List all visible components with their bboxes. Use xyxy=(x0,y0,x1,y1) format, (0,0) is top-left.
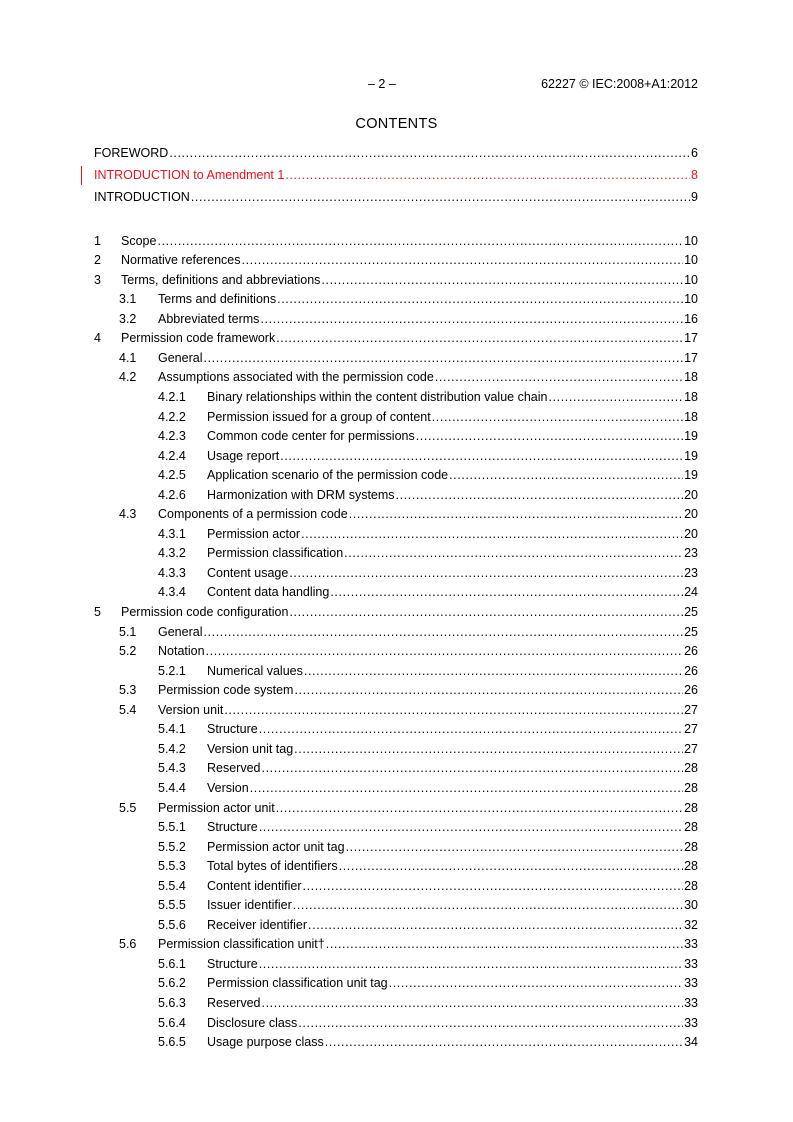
toc-entry-page: 33 xyxy=(684,996,698,1010)
dot-leader xyxy=(191,189,690,206)
toc-entry-page: 28 xyxy=(684,839,698,854)
toc-entry-number: 5.5.2 xyxy=(158,839,186,854)
toc-entry-page: 18 xyxy=(684,409,698,424)
toc-entry-number: 5.6.2 xyxy=(158,976,186,991)
toc-entry-title: Content usage xyxy=(207,565,289,580)
toc-entry[interactable] xyxy=(94,917,698,934)
toc-entry-number: 3 xyxy=(94,272,101,287)
dot-leader xyxy=(276,800,683,817)
toc-entry-title: Permission classification unit† xyxy=(158,937,325,952)
toc-entry-number: 1 xyxy=(94,233,101,248)
toc-entry-page: 10 xyxy=(684,292,698,307)
toc-entry-title: Version xyxy=(207,780,249,795)
toc-entry[interactable] xyxy=(94,145,698,162)
toc-entry-page: 18 xyxy=(684,370,698,385)
toc-entry-number: 4.1 xyxy=(119,350,137,365)
toc-entry-title: Structure xyxy=(207,820,258,835)
toc-entry[interactable] xyxy=(94,780,698,797)
toc-entry-page: 23 xyxy=(684,546,698,561)
toc-entry-title: Binary relationships within the content distribution value chain xyxy=(207,389,548,404)
toc-entry-title: Permission issued for a group of content xyxy=(207,409,431,424)
toc-entry-title: Permission code configuration xyxy=(121,605,289,619)
toc-entry-number: 2 xyxy=(94,253,101,268)
toc-entry-number: 5.5.5 xyxy=(158,898,186,913)
toc-entry-page: 20 xyxy=(684,526,698,541)
dot-leader xyxy=(203,624,683,641)
toc-entry-number: 5.4.2 xyxy=(158,741,186,756)
toc-entry-page: 18 xyxy=(684,389,698,404)
toc-entry[interactable] xyxy=(94,584,698,601)
toc-entry-page: 27 xyxy=(684,741,698,756)
toc-entry[interactable] xyxy=(94,682,698,699)
toc-entry-number: 4.3.2 xyxy=(158,546,186,561)
toc-entry[interactable] xyxy=(94,839,698,856)
toc-entry-number: 4.2.3 xyxy=(158,429,186,444)
toc-entry[interactable] xyxy=(94,428,698,445)
toc-entry-page: 27 xyxy=(684,702,698,717)
toc-entry[interactable] xyxy=(94,995,698,1012)
amendment-change-bar xyxy=(81,166,82,185)
toc-entry-page: 6 xyxy=(691,146,698,160)
toc-entry-page: 23 xyxy=(684,565,698,580)
toc-entry[interactable] xyxy=(94,800,698,817)
toc-entry[interactable] xyxy=(94,545,698,562)
toc-entry-number: 5.1 xyxy=(119,624,137,639)
dot-leader xyxy=(289,604,683,621)
toc-entry-number: 5.5.1 xyxy=(158,820,186,835)
toc-entry-page: 28 xyxy=(684,800,698,815)
dot-leader xyxy=(203,350,683,367)
toc-entry-number: 5.2.1 xyxy=(158,663,186,678)
dot-leader xyxy=(285,167,690,184)
toc-entry-title: Disclosure class xyxy=(207,1015,298,1030)
dot-leader xyxy=(242,252,684,269)
toc-entry[interactable] xyxy=(94,389,698,406)
dot-leader xyxy=(301,526,683,543)
toc-entry-title: Usage report xyxy=(207,448,280,463)
toc-entry-page: 10 xyxy=(684,253,698,268)
page-number: – 2 – xyxy=(368,77,396,91)
toc-entry[interactable] xyxy=(94,975,698,992)
dot-leader xyxy=(303,878,684,895)
toc-entry-number: 4.3.1 xyxy=(158,526,186,541)
toc-entry-title: Harmonization with DRM systems xyxy=(207,487,395,502)
dot-leader xyxy=(276,330,683,347)
dot-leader xyxy=(262,995,684,1012)
toc-entry-title: Scope xyxy=(121,233,157,248)
toc-entry-page: 27 xyxy=(684,722,698,737)
toc-entry-page: 9 xyxy=(691,190,698,204)
toc-entry[interactable] xyxy=(94,897,698,914)
dot-leader xyxy=(259,956,683,973)
toc-entry-title: Reserved xyxy=(207,761,261,776)
toc-entry-title: Issuer identifier xyxy=(207,898,292,913)
toc-entry-page: 26 xyxy=(684,683,698,698)
toc-entry[interactable] xyxy=(94,350,698,367)
dot-leader xyxy=(321,272,683,289)
toc-entry-number: 5.6.4 xyxy=(158,1015,186,1030)
toc-entry[interactable] xyxy=(94,936,698,953)
toc-entry-page: 19 xyxy=(684,468,698,483)
toc-entry-title: Permission actor unit xyxy=(158,800,275,815)
dot-leader xyxy=(326,936,683,953)
toc-entry[interactable] xyxy=(94,189,698,206)
toc-entry-page: 17 xyxy=(684,350,698,365)
toc-entry-page: 34 xyxy=(684,1035,698,1050)
toc-entry[interactable] xyxy=(94,467,698,484)
toc-entry-number: 4.2.6 xyxy=(158,487,186,502)
toc-entry-title: Version unit xyxy=(158,702,224,717)
toc-entry-page: 33 xyxy=(684,1015,698,1030)
toc-entry[interactable] xyxy=(94,1015,698,1032)
toc-entry[interactable] xyxy=(94,448,698,465)
toc-entry-title: Receiver identifier xyxy=(207,917,308,932)
toc-entry-title: Structure xyxy=(207,722,258,737)
toc-entry-title: Permission actor unit tag xyxy=(207,839,345,854)
dot-leader xyxy=(294,741,683,758)
dot-leader xyxy=(449,467,683,484)
toc-entry[interactable] xyxy=(94,741,698,758)
dot-leader xyxy=(157,233,683,250)
toc-entry-number: 4.2.1 xyxy=(158,389,186,404)
toc-entry-title: Normative references xyxy=(121,253,241,268)
toc-entry-number: 4.3.4 xyxy=(158,585,186,600)
toc-entry-page: 26 xyxy=(684,663,698,678)
toc-entry[interactable] xyxy=(94,291,698,308)
toc-entry-page: 33 xyxy=(684,937,698,952)
dot-leader xyxy=(262,760,684,777)
toc-entry[interactable] xyxy=(94,663,698,680)
toc-entry-title: INTRODUCTION to Amendment 1 xyxy=(94,168,285,182)
toc-entry[interactable] xyxy=(94,311,698,328)
toc-entry[interactable] xyxy=(94,858,698,875)
dot-leader xyxy=(548,389,683,406)
toc-entry-page: 30 xyxy=(684,898,698,913)
toc-entry-title: Permission classification unit tag xyxy=(207,976,388,991)
toc-entry-page: 32 xyxy=(684,917,698,932)
dot-leader xyxy=(344,545,683,562)
toc-entry[interactable] xyxy=(94,721,698,738)
toc-entry-page: 19 xyxy=(684,448,698,463)
toc-entry[interactable] xyxy=(94,330,698,347)
toc-entry[interactable] xyxy=(94,702,698,719)
dot-leader xyxy=(289,565,683,582)
toc-entry[interactable] xyxy=(94,604,698,621)
dot-leader xyxy=(349,506,683,523)
toc-entry-page: 33 xyxy=(684,976,698,991)
toc-entry-number: 4.2.4 xyxy=(158,448,186,463)
toc-entry-number: 5.4.3 xyxy=(158,761,186,776)
toc-entry-number: 4.2.2 xyxy=(158,409,186,424)
dot-leader xyxy=(293,897,683,914)
toc-entry-title: Components of a permission code xyxy=(158,507,348,522)
toc-entry-title: Version unit tag xyxy=(207,741,294,756)
toc-entry-number: 5.2 xyxy=(119,644,137,659)
toc-entry[interactable] xyxy=(94,956,698,973)
toc-entry-page: 20 xyxy=(684,507,698,522)
page-title: CONTENTS xyxy=(355,116,438,132)
toc-entry-page: 25 xyxy=(684,605,698,619)
toc-entry-number: 4.3.3 xyxy=(158,565,186,580)
toc-entry-page: 17 xyxy=(684,331,698,346)
toc-entry[interactable] xyxy=(94,233,698,250)
toc-entry-number: 5.4 xyxy=(119,702,137,717)
toc-entry-page: 33 xyxy=(684,956,698,971)
toc-entry-title: General xyxy=(158,350,203,365)
toc-entry[interactable] xyxy=(94,878,698,895)
toc-entry[interactable] xyxy=(94,272,698,289)
toc-entry-number: 5.5.3 xyxy=(158,859,186,874)
document-reference: 62227 © IEC:2008+A1:2012 xyxy=(541,77,698,91)
dot-leader xyxy=(435,369,683,386)
toc-entry-title: Common code center for permissions xyxy=(207,429,415,444)
toc-entry-page: 20 xyxy=(684,487,698,502)
toc-entry-page: 8 xyxy=(691,168,698,182)
toc-entry-page: 28 xyxy=(684,820,698,835)
toc-entry-number: 5 xyxy=(94,605,101,619)
dot-leader xyxy=(346,839,684,856)
toc-entry[interactable] xyxy=(94,369,698,386)
toc-entry-title: Permission classification xyxy=(207,546,344,561)
toc-entry-title: Permission actor xyxy=(207,526,301,541)
toc-entry-number: 4 xyxy=(94,331,101,346)
toc-entry-page: 16 xyxy=(684,311,698,326)
toc-entry-title: Terms and definitions xyxy=(158,292,277,307)
toc-entry[interactable] xyxy=(94,526,698,543)
toc-entry-title: Numerical values xyxy=(207,663,303,678)
toc-entry-page: 10 xyxy=(684,233,698,248)
dot-leader xyxy=(277,291,683,308)
toc-entry-number: 5.6.5 xyxy=(158,1035,186,1050)
toc-entry-number: 5.5.6 xyxy=(158,917,186,932)
toc-entry-page: 28 xyxy=(684,878,698,893)
dot-leader xyxy=(260,311,683,328)
toc-entry-title: Application scenario of the permission code xyxy=(207,468,449,483)
dot-leader xyxy=(224,702,683,719)
toc-entry-number: 5.4.1 xyxy=(158,722,186,737)
toc-entry-number: 4.2.5 xyxy=(158,468,186,483)
toc-entry[interactable] xyxy=(94,167,698,184)
dot-leader xyxy=(432,409,683,426)
toc-entry-title: Content identifier xyxy=(207,878,302,893)
dot-leader xyxy=(416,428,683,445)
dot-leader xyxy=(389,975,683,992)
toc-entry-number: 5.6.3 xyxy=(158,996,186,1010)
dot-leader xyxy=(259,819,683,836)
dot-leader xyxy=(396,487,684,504)
toc-entry-page: 10 xyxy=(684,272,698,287)
toc-entry-number: 5.5.4 xyxy=(158,878,186,893)
toc-entry-page: 25 xyxy=(684,624,698,639)
toc-entry-number: 5.3 xyxy=(119,683,137,698)
toc-entry-title: Permission code framework xyxy=(121,331,276,346)
toc-entry-title: Structure xyxy=(207,956,258,971)
toc-entry[interactable] xyxy=(94,487,698,504)
toc-entry-title: Usage purpose class xyxy=(207,1035,324,1050)
toc-entry-page: 26 xyxy=(684,644,698,659)
dot-leader xyxy=(325,1034,683,1051)
toc-entry[interactable] xyxy=(94,565,698,582)
toc-entry[interactable] xyxy=(94,643,698,660)
toc-entry[interactable] xyxy=(94,1034,698,1051)
toc-entry-page: 24 xyxy=(684,585,698,600)
toc-entry-page: 19 xyxy=(684,429,698,444)
toc-entry-title: FOREWORD xyxy=(94,146,169,160)
toc-entry-title: Abbreviated terms xyxy=(158,311,260,326)
dot-leader xyxy=(280,448,683,465)
toc-entry-number: 5.6 xyxy=(119,937,137,952)
toc-entry-title: Reserved xyxy=(207,996,261,1010)
toc-entry-number: 3.2 xyxy=(119,311,137,326)
toc-entry-title: Assumptions associated with the permission code xyxy=(158,370,434,385)
toc-entry-title: Content data handling xyxy=(207,585,330,600)
toc-entry[interactable] xyxy=(94,252,698,269)
dot-leader xyxy=(339,858,683,875)
toc-entry-title: INTRODUCTION xyxy=(94,190,190,204)
toc-entry[interactable] xyxy=(94,506,698,523)
dot-leader xyxy=(304,663,683,680)
dot-leader xyxy=(250,780,683,797)
toc-entry-number: 5.6.1 xyxy=(158,956,186,971)
toc-entry-title: Permission code system xyxy=(158,683,294,698)
dot-leader xyxy=(330,584,683,601)
toc-entry-number: 5.4.4 xyxy=(158,780,186,795)
toc-entry-title: Total bytes of identifiers xyxy=(207,859,338,874)
toc-entry-number: 3.1 xyxy=(119,292,137,307)
toc-entry-page: 28 xyxy=(684,859,698,874)
toc-entry-title: General xyxy=(158,624,203,639)
dot-leader xyxy=(308,917,683,934)
toc-entry[interactable] xyxy=(94,624,698,641)
dot-leader xyxy=(294,682,683,699)
toc-entry-page: 28 xyxy=(684,761,698,776)
toc-entry-title: Notation xyxy=(158,644,205,659)
dot-leader xyxy=(169,145,690,162)
toc-entry-number: 4.3 xyxy=(119,507,137,522)
dot-leader xyxy=(259,721,683,738)
toc-entry[interactable] xyxy=(94,409,698,426)
toc-entry[interactable] xyxy=(94,760,698,777)
toc-entry[interactable] xyxy=(94,819,698,836)
dot-leader xyxy=(298,1015,683,1032)
toc-entry-number: 5.5 xyxy=(119,800,137,815)
toc-entry-page: 28 xyxy=(684,780,698,795)
toc-entry-title: Terms, definitions and abbreviations xyxy=(121,272,321,287)
dot-leader xyxy=(206,643,684,660)
toc-entry-number: 4.2 xyxy=(119,370,137,385)
